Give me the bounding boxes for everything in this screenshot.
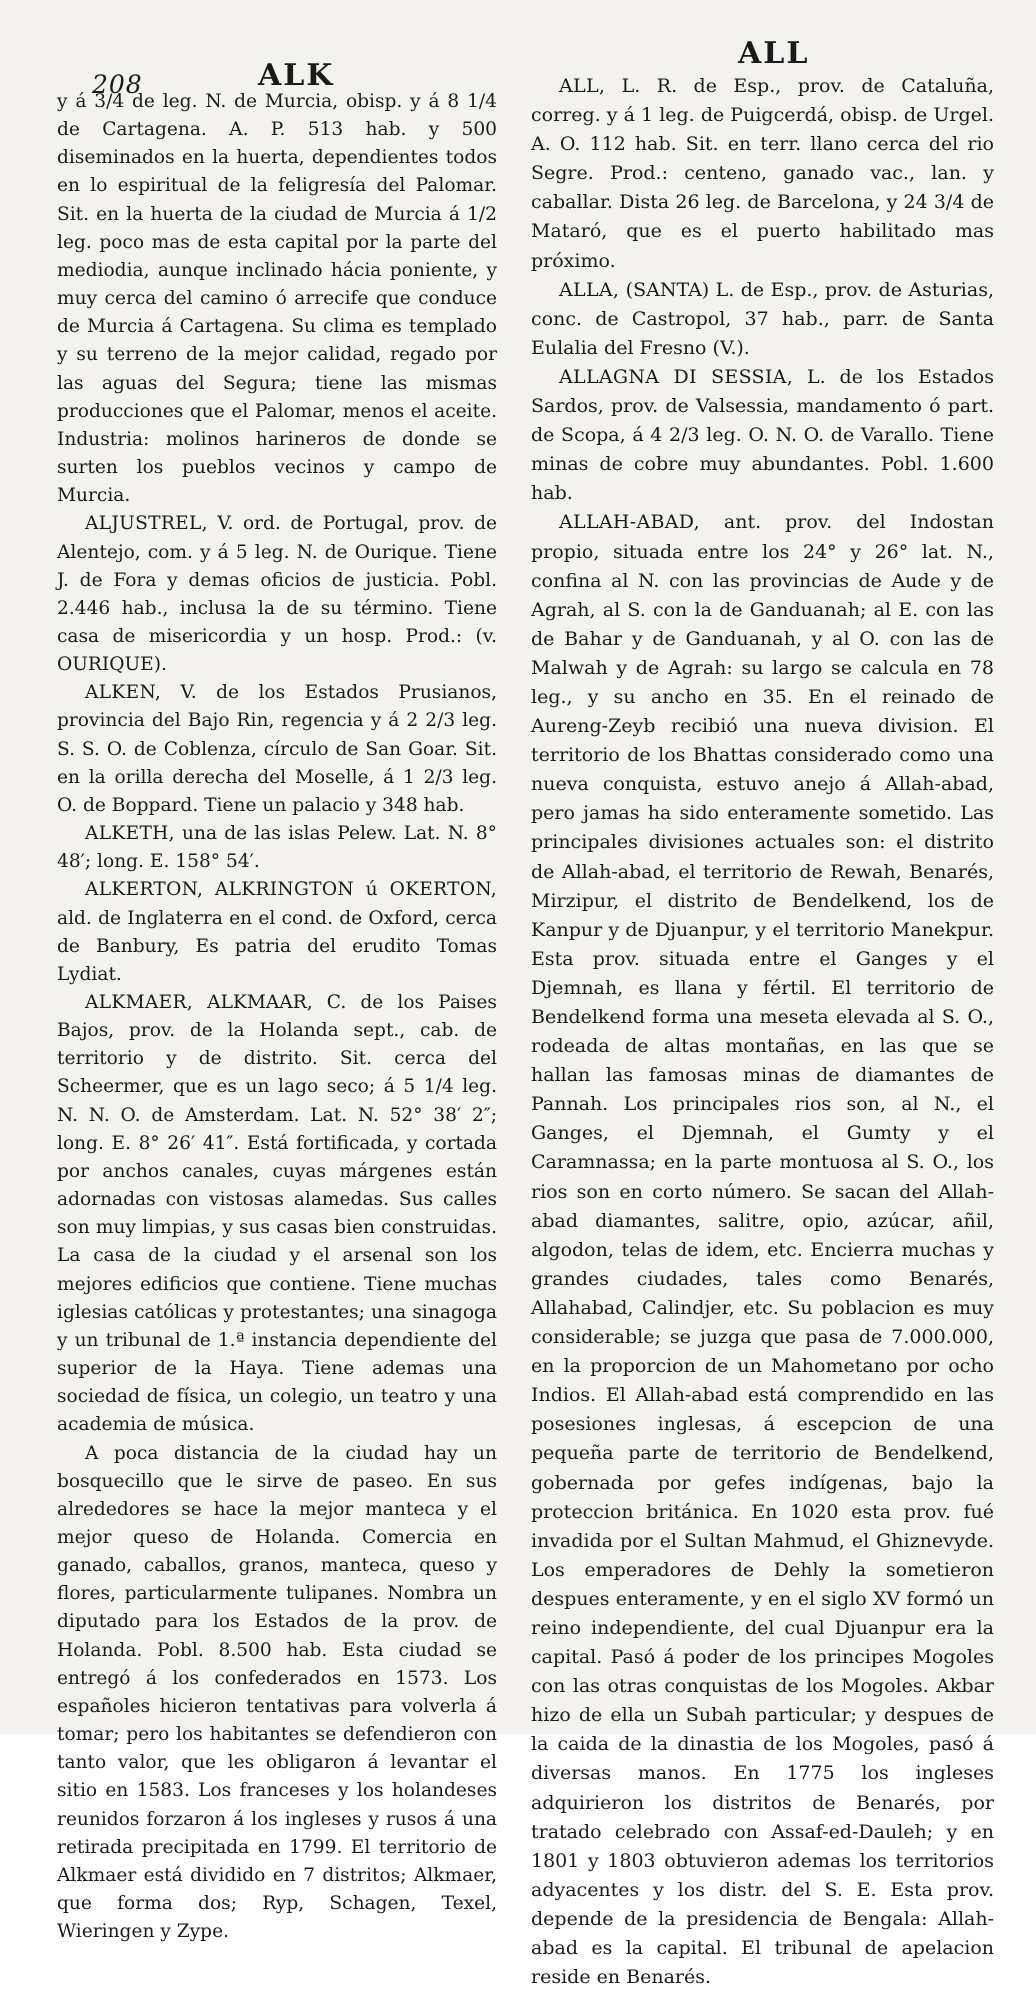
entry-text: y á 3/4 de leg. N. de Murcia, obisp. y á 8 1/4 de Cartagena. A. P. 513 hab. y 500 diseminados en la huerta, dependientes todos en lo espiritual de la feligresía del Palomar. Sit. en la huerta de la ciudad de Murcia á 1/2 leg. poco mas de esta capital por la parte del mediodia, aunque inclinado hácia poniente, y muy cerca del camino ó arrecife que conduce de Murcia á Cartagena. Su clima es templado y su terreno de la mejor calidad, regado por las aguas del Segura; tiene las mismas producciones que el Palomar, menos el aceite. Industria: molinos harineros de donde se surten los pueblos vecinos y campo de Murcia.: [57, 91, 497, 507]
entry-alkerton: [57, 876, 497, 989]
entry-headword: ALJUSTREL,: [85, 513, 208, 535]
entry-continuation: [57, 88, 497, 510]
entry-text: L. R. de Esp., prov. de Cataluña, correg. y á 1 leg. de Puigcerdá, obisp. de Urgel. A. O. 112 hab. Sit. en terr. llano cerca del rio Segre. Prod.: centeno, ganado vac., lan. y caballar. Dista 26 leg. de Barcelona, y 24 3/4 de Mataró, que es el puerto habilitado mas próximo.: [531, 75, 994, 272]
entry-text: una de las islas Pelew. Lat. N. 8° 48′; long. E. 158° 54′.: [57, 823, 497, 873]
entry-text: ald. de Inglaterra en el cond. de Oxford, cerca de Banbury, Es patria del erudito Tomas Lydiat.: [57, 907, 497, 985]
entry-text: L. de los Estados Sardos, prov. de Valsessia, mandamento ó part. de Scopa, á 4 2/3 leg. O. N. O. de Varallo. Tiene minas de cobre muy abundantes. Pobl. 1.600 hab.: [531, 365, 994, 505]
entry-headword: ALLA,: [559, 278, 620, 301]
entry-alla: [531, 276, 994, 363]
entry-headword: ALKMAER,: [85, 992, 194, 1013]
entry-alken: [57, 679, 497, 820]
entry-allagna-di-sessia: [531, 363, 994, 508]
entry-alketh: [57, 820, 497, 876]
entry-allah-abad: [531, 508, 994, 1992]
entry-headword: ALKEN,: [85, 682, 162, 704]
right-column: [531, 72, 994, 1992]
entry-all: [531, 72, 994, 276]
entry-alkmaer: [57, 989, 497, 1440]
entry-text: V. de los Estados Prusianos, provincia del Bajo Rin, regencia y á 2 2/3 leg. S. S. O. de Coblenza, círculo de San Goar. Sit. en la orilla derecha del Moselle, á 1 2/3 leg. O. de Boppard. Tiene un palacio y 348 hab.: [57, 682, 497, 816]
entry-headword: ALKETH,: [85, 823, 175, 845]
running-header-right: ALL: [738, 36, 810, 71]
entry-headword: ALLAGNA DI SESSIA,: [559, 365, 794, 388]
entry-text: (SANTA) L. de Esp., prov. de Asturias, conc. de Castropol, 37 hab., parr. de Santa Eulalia del Fresno (V.).: [531, 278, 995, 359]
entry-alkmaer-paragraph-2: [57, 1440, 497, 1947]
entry-headword: ALL,: [559, 75, 606, 97]
running-header-left: ALK: [258, 58, 335, 93]
entry-text: ALKMAAR, C. de los Paises Bajos, prov. de la Holanda sept., cab. de territorio y de distrito. Sit. cerca del Scheermer, que es un lago seco; á 5 1/4 leg. N. N. O. de Amsterdam. Lat. N. 52° 38′ 2″; long. E. 8° 26′ 41″. Está fortificada, y cortada por anchos canales, cuyas márgenes están adornadas con vistosas alamedas. Sus calles son muy limpias, y sus casas bien construidas. La casa de la ciudad y el arsenal son los mejores edificios que contiene. Tiene muchas iglesias católicas y protestantes; una sinagoga y un tribunal de 1.ª instancia dependiente del superior de la Haya. Tiene ademas una sociedad de física, un colegio, un teatro y una academia de música.: [57, 992, 497, 1436]
left-column: [57, 88, 497, 1946]
entry-text: V. ord. de Portugal, prov. de Alentejo, com. y á 5 leg. N. de Ourique. Tiene J. de Fora y demas oficios de justicia. Pobl. 2.446 hab., inclusa la de su término. Tiene casa de misericordia y un hosp. Prod.: (v. OURIQUE).: [57, 513, 497, 676]
entry-text: A poca distancia de la ciudad hay un bosquecillo que le sirve de paseo. En sus alrededores se hace la mejor manteca y el mejor queso de Holanda. Comercia en ganado, caballos, granos, manteca, queso y flores, particularmente tulipanes. Nombra un diputado para los Estados de la prov. de Holanda. Pobl. 8.500 hab. Esta ciudad se entregó á los confederados en 1573. Los españoles hicieron tentativas para volverla á tomar; pero los habitantes se defendieron con tanto valor, que les obligaron á levantar el sitio en 1583. Los franceses y los holandeses reunidos forzaron á los ingleses y rusos á una retirada precipitada en 1799. El territorio de Alkmaer está dividido en 7 distritos; Alkmaer, que forma dos; Ryp, Schagen, Texel, Wieringen y Zype.: [57, 1442, 497, 1943]
entry-headword: ALKERTON, ALKRINGTON ú OKERTON,: [85, 879, 497, 901]
entry-text: ant. prov. del Indostan propio, situada entre los 24° y 26° lat. N., confina al N. con las provincias de Aude y de Agrah, al S. con la de Ganduanah; al E. con las de Bahar y de Ganduanah, y al O. con las de Malwah y de Agrah: su largo se calcula en 78 leg., y su ancho en 35. En el reinado de Aureng-Zeyb recibió una nueva division. El territorio de los Bhattas considerado como una nueva conquista, estuvo anejo á Allah-abad, pero jamas ha sido enteramente sometido. Las principales divisiones actuales son: el distrito de Allah-abad, el territorio de Rewah, Benarés, Mirzipur, el distrito de Bendelkend, los de Kanpur y de Djuanpur, y el territorio Manekpur. Esta prov. situada entre el Ganges y el Djemnah, es llana y fértil. El territorio de Bendelkend forma una meseta elevada al S. O., rodeada de altas montañas, en las que se hallan las famosas minas de diamantes de Pannah. Los principales rios son, al N., el Ganges, el Djemnah, el Gumty y el Caramnassa; en la parte montuosa al S. O., los rios son en corto número. Se sacan del Allah-abad diamantes, salitre, opio, azúcar, añil, algodon, telas de idem, etc. Encierra muchas y grandes ciudades, tales como Benarés, Allahabad, Calindjer, etc. Su poblacion es muy considerable; se juzga que pasa de 7.000.000, en la proporcion de un Mahometano por ocho Indios. El Allah-abad está comprendido en las posesiones inglesas, á escepcion de una pequeña parte de territorio de Bendelkend, gobernada por gefes indígenas, bajo la proteccion británica. En 1020 esta prov. fué invadida por el Sultan Mahmud, el Ghiznevyde. Los emperadores de Dehly la sometieron despues enteramente, y en el siglo XV formó un reino independiente, del cual Djuanpur era la capital. Pasó á poder de los principes Mogoles con las otras conquistas de los Mogoles. Akbar hizo de ella un Subah particular; y despues de la caida de la dinastia de los Mogoles, pasó á diversas manos. En 1775 los ingleses adquirieron los distritos de Benarés, por tratado celebrado con Assaf-ed-Dauleh; y en 1801 y 1803 obtuvieron ademas los territorios adyacentes y los distr. del S. E. Esta prov. depende de la presidencia de Bengala: Allah-abad es la capital. El tribunal de apelacion reside en Benarés.: [531, 511, 994, 1989]
entry-aljustrel: [57, 510, 497, 679]
page-number: 208: [92, 70, 143, 99]
entry-headword: ALLAH-ABAD,: [559, 511, 700, 534]
